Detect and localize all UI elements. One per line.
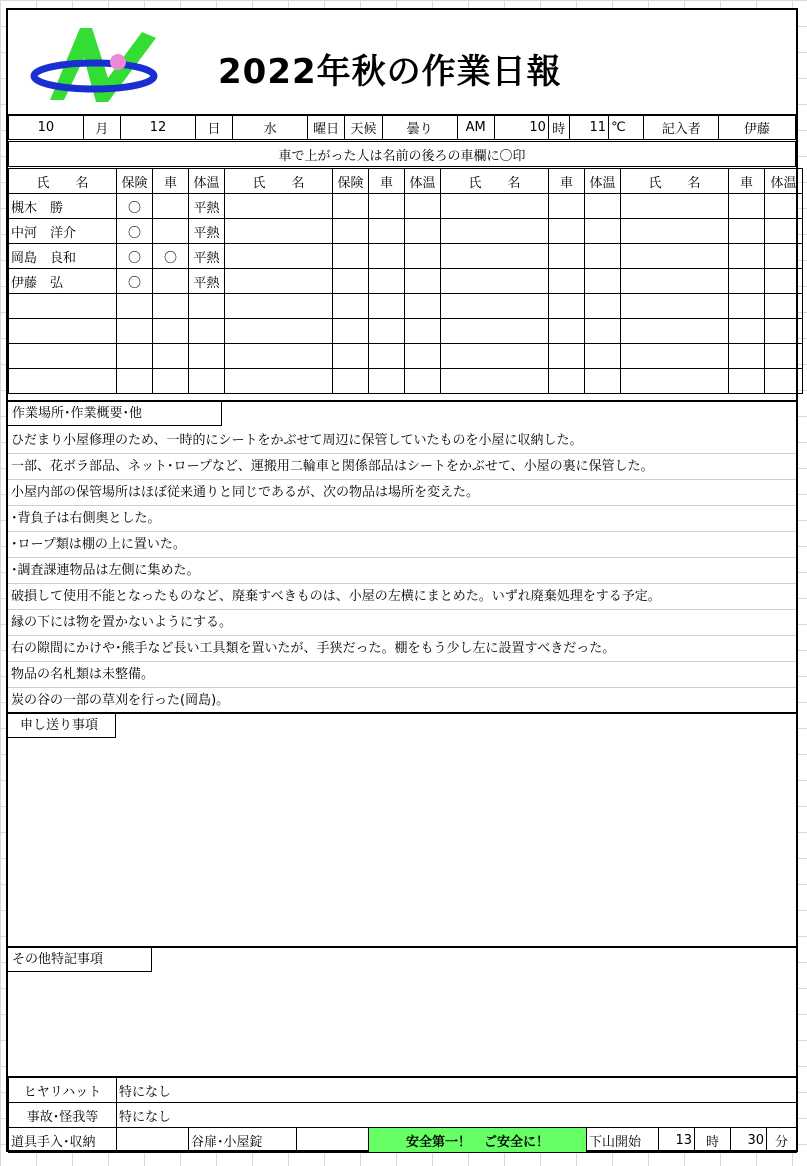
header-insurance: 保険: [117, 169, 153, 194]
empty-cell[interactable]: [441, 319, 549, 344]
empty-cell[interactable]: [225, 244, 333, 269]
attendance-row: [9, 319, 803, 344]
empty-cell[interactable]: [585, 369, 621, 394]
empty-cell[interactable]: [405, 194, 441, 219]
temperature-value[interactable]: 11: [569, 115, 608, 140]
empty-cell[interactable]: [441, 244, 549, 269]
empty-cell[interactable]: [765, 344, 803, 369]
work-note-line: 炭の谷の一部の草刈を行った(岡島)。: [8, 688, 796, 714]
month-value[interactable]: 10: [9, 115, 84, 140]
empty-cell[interactable]: [333, 294, 369, 319]
work-section: [8, 400, 796, 714]
handover-label: 申し送り事項: [8, 714, 116, 738]
daily-report-form: [6, 8, 798, 1152]
empty-cell[interactable]: [765, 194, 803, 219]
empty-cell[interactable]: [225, 369, 333, 394]
temperature-unit: ℃: [609, 115, 644, 140]
empty-cell[interactable]: [729, 219, 765, 244]
empty-cell[interactable]: [369, 344, 405, 369]
attendance-row: [9, 194, 803, 219]
empty-cell[interactable]: [621, 294, 729, 319]
header-insurance: 保険: [333, 169, 369, 194]
empty-cell[interactable]: [189, 369, 225, 394]
empty-cell[interactable]: [549, 369, 585, 394]
member-car[interactable]: [153, 269, 189, 294]
member-insurance[interactable]: 〇: [117, 219, 153, 244]
weather-label: 天候: [345, 115, 382, 140]
header-car: 車: [549, 169, 585, 194]
empty-cell[interactable]: [117, 369, 153, 394]
member-temp[interactable]: 平熱: [189, 219, 225, 244]
empty-cell[interactable]: [225, 294, 333, 319]
work-note-line: 破損して使用不能となったものなど、廃棄すべきものは、小屋の左横にまとめた。いずれ廃棄処理をする予定。: [8, 584, 796, 610]
empty-cell[interactable]: [549, 319, 585, 344]
empty-cell[interactable]: [117, 344, 153, 369]
empty-cell[interactable]: [189, 294, 225, 319]
empty-cell[interactable]: [153, 369, 189, 394]
gate-value[interactable]: [297, 1128, 369, 1153]
date-row: [8, 114, 796, 140]
tools-value[interactable]: [117, 1128, 189, 1153]
empty-cell[interactable]: [621, 269, 729, 294]
empty-cell[interactable]: [225, 219, 333, 244]
attendance-row: [9, 219, 803, 244]
empty-cell[interactable]: [333, 194, 369, 219]
weekday-label: 曜日: [308, 115, 345, 140]
work-note-line: ･背負子は右側奥とした。: [8, 506, 796, 532]
empty-cell[interactable]: [765, 294, 803, 319]
empty-cell[interactable]: [333, 319, 369, 344]
member-car[interactable]: 〇: [153, 244, 189, 269]
car-note-row: [8, 141, 796, 167]
empty-cell[interactable]: [405, 344, 441, 369]
empty-cell[interactable]: [225, 319, 333, 344]
header-name: 氏 名: [621, 169, 729, 194]
empty-cell[interactable]: [333, 269, 369, 294]
work-note-line: ･調査課連物品は左側に集めた。: [8, 558, 796, 584]
empty-cell[interactable]: [729, 319, 765, 344]
member-name[interactable]: 槻木 勝: [9, 194, 117, 219]
empty-cell[interactable]: [729, 294, 765, 319]
empty-cell[interactable]: [405, 219, 441, 244]
empty-cell[interactable]: [585, 194, 621, 219]
member-insurance[interactable]: 〇: [117, 194, 153, 219]
empty-cell[interactable]: [441, 269, 549, 294]
member-insurance[interactable]: 〇: [117, 269, 153, 294]
empty-cell[interactable]: [9, 344, 117, 369]
empty-cell[interactable]: [585, 244, 621, 269]
empty-cell[interactable]: [729, 269, 765, 294]
empty-cell[interactable]: [441, 369, 549, 394]
header-car: 車: [729, 169, 765, 194]
car-note: 車で上がった人は名前の後ろの車欄に〇印: [9, 142, 796, 167]
empty-cell[interactable]: [405, 319, 441, 344]
empty-cell[interactable]: [585, 294, 621, 319]
month-unit: 月: [83, 115, 120, 140]
empty-cell[interactable]: [189, 319, 225, 344]
day-unit: 日: [195, 115, 232, 140]
work-note-line: ･ロープ類は棚の上に置いた。: [8, 532, 796, 558]
empty-cell[interactable]: [369, 369, 405, 394]
empty-cell[interactable]: [369, 219, 405, 244]
empty-cell[interactable]: [369, 319, 405, 344]
attendance-row: [9, 269, 803, 294]
hiyari-label: ヒヤリハット: [9, 1077, 117, 1103]
empty-cell[interactable]: [405, 294, 441, 319]
attendance-table: [8, 168, 803, 394]
empty-cell[interactable]: [729, 194, 765, 219]
descent-label: 下山開始: [587, 1128, 659, 1153]
attendance-row: [9, 344, 803, 369]
header-name: 氏 名: [441, 169, 549, 194]
hiyari-value[interactable]: 特になし: [117, 1077, 797, 1103]
empty-cell[interactable]: [549, 269, 585, 294]
empty-cell[interactable]: [153, 344, 189, 369]
empty-cell[interactable]: [369, 194, 405, 219]
empty-cell[interactable]: [765, 319, 803, 344]
hour-unit: 時: [548, 115, 569, 140]
empty-cell[interactable]: [585, 269, 621, 294]
empty-cell[interactable]: [405, 369, 441, 394]
accident-value[interactable]: 特になし: [117, 1103, 797, 1128]
empty-cell[interactable]: [585, 319, 621, 344]
empty-cell[interactable]: [153, 319, 189, 344]
member-temp[interactable]: 平熱: [189, 269, 225, 294]
member-name[interactable]: 岡島 良和: [9, 244, 117, 269]
work-note-line: 物品の名札類は未整備。: [8, 662, 796, 688]
empty-cell[interactable]: [117, 319, 153, 344]
ampm-value[interactable]: AM: [457, 115, 494, 140]
other-notes-section: [8, 946, 796, 1078]
minute-unit: 分: [767, 1128, 797, 1153]
header-car: 車: [153, 169, 189, 194]
empty-cell[interactable]: [621, 244, 729, 269]
empty-cell[interactable]: [225, 194, 333, 219]
empty-cell[interactable]: [225, 344, 333, 369]
work-note-line: ひだまり小屋修理のため、一時的にシートをかぶせて周辺に保管していたものを小屋に収納した。: [8, 428, 796, 454]
empty-cell[interactable]: [549, 344, 585, 369]
footer-table: [8, 1076, 797, 1153]
empty-cell[interactable]: [225, 269, 333, 294]
empty-cell[interactable]: [621, 319, 729, 344]
empty-cell[interactable]: [405, 244, 441, 269]
empty-cell[interactable]: [549, 194, 585, 219]
member-insurance[interactable]: 〇: [117, 244, 153, 269]
member-temp[interactable]: 平熱: [189, 244, 225, 269]
empty-cell[interactable]: [9, 369, 117, 394]
header-name: 氏 名: [225, 169, 333, 194]
empty-cell[interactable]: [441, 294, 549, 319]
member-name[interactable]: 中河 洋介: [9, 219, 117, 244]
gate-label: 谷扉･小屋錠: [189, 1128, 297, 1153]
header-name: 氏 名: [9, 169, 117, 194]
work-section-label: 作業場所･作業概要･他: [8, 402, 222, 426]
empty-cell[interactable]: [369, 244, 405, 269]
empty-cell[interactable]: [369, 294, 405, 319]
empty-cell[interactable]: [729, 344, 765, 369]
member-temp[interactable]: 平熱: [189, 194, 225, 219]
empty-cell[interactable]: [189, 344, 225, 369]
empty-cell[interactable]: [333, 244, 369, 269]
empty-cell[interactable]: [153, 294, 189, 319]
empty-cell[interactable]: [441, 194, 549, 219]
handover-section: [8, 712, 796, 948]
header-car: 車: [369, 169, 405, 194]
empty-cell[interactable]: [729, 369, 765, 394]
descent-hour[interactable]: 13: [659, 1128, 695, 1153]
empty-cell[interactable]: [621, 194, 729, 219]
member-car[interactable]: [153, 219, 189, 244]
weekday-value[interactable]: 水: [233, 115, 308, 140]
header-temp: 体温: [585, 169, 621, 194]
attendance-row: [9, 244, 803, 269]
empty-cell[interactable]: [549, 219, 585, 244]
empty-cell[interactable]: [441, 219, 549, 244]
hour-unit: 時: [695, 1128, 731, 1153]
page-title: 2022年秋の作業日報: [218, 52, 562, 92]
empty-cell[interactable]: [765, 269, 803, 294]
empty-cell[interactable]: [9, 319, 117, 344]
empty-cell[interactable]: [765, 219, 803, 244]
empty-cell[interactable]: [765, 244, 803, 269]
empty-cell[interactable]: [117, 294, 153, 319]
empty-cell[interactable]: [9, 294, 117, 319]
empty-cell[interactable]: [333, 219, 369, 244]
empty-cell[interactable]: [765, 369, 803, 394]
attendance-row: [9, 294, 803, 319]
empty-cell[interactable]: [585, 344, 621, 369]
empty-cell[interactable]: [549, 294, 585, 319]
work-note-line: 小屋内部の保管場所はほぼ従来通りと同じであるが、次の物品は場所を変えた。: [8, 480, 796, 506]
empty-cell[interactable]: [369, 269, 405, 294]
empty-cell[interactable]: [549, 244, 585, 269]
header-temp: 体温: [189, 169, 225, 194]
hour-value[interactable]: 10: [494, 115, 548, 140]
work-note-line: 一部、花ボラ部品、ネット･ロープなど、運搬用二輪車と関係部品はシートをかぶせて、小屋の裏に保管した。: [8, 454, 796, 480]
report-header: [8, 10, 796, 116]
empty-cell[interactable]: [621, 369, 729, 394]
empty-cell[interactable]: [333, 369, 369, 394]
empty-cell[interactable]: [621, 344, 729, 369]
work-note-line: 縁の下には物を置かないようにする。: [8, 610, 796, 636]
empty-cell[interactable]: [585, 219, 621, 244]
empty-cell[interactable]: [333, 344, 369, 369]
safety-banner: 安全第一！ ご安全に！: [369, 1128, 587, 1153]
accident-label: 事故･怪我等: [9, 1103, 117, 1128]
day-value[interactable]: 12: [121, 115, 196, 140]
header-temp: 体温: [765, 169, 803, 194]
recorder-label: 記入者: [644, 115, 719, 140]
club-logo-icon: [30, 18, 170, 108]
work-note-line: 右の隙間にかけや･熊手など長い工具類を置いたが、手狭だった。棚をもう少し左に設置すべきだった。: [8, 636, 796, 662]
descent-minute[interactable]: 30: [731, 1128, 767, 1153]
empty-cell[interactable]: [729, 244, 765, 269]
recorder-value[interactable]: 伊藤: [719, 115, 796, 140]
header-temp: 体温: [405, 169, 441, 194]
empty-cell[interactable]: [441, 344, 549, 369]
weather-value[interactable]: 曇り: [382, 115, 457, 140]
member-name[interactable]: 伊藤 弘: [9, 269, 117, 294]
member-car[interactable]: [153, 194, 189, 219]
tools-label: 道具手入･収納: [9, 1128, 117, 1153]
attendance-header-row: [9, 169, 803, 194]
empty-cell[interactable]: [405, 269, 441, 294]
other-notes-label: その他特記事項: [8, 948, 152, 972]
empty-cell[interactable]: [621, 219, 729, 244]
attendance-row: [9, 369, 803, 394]
